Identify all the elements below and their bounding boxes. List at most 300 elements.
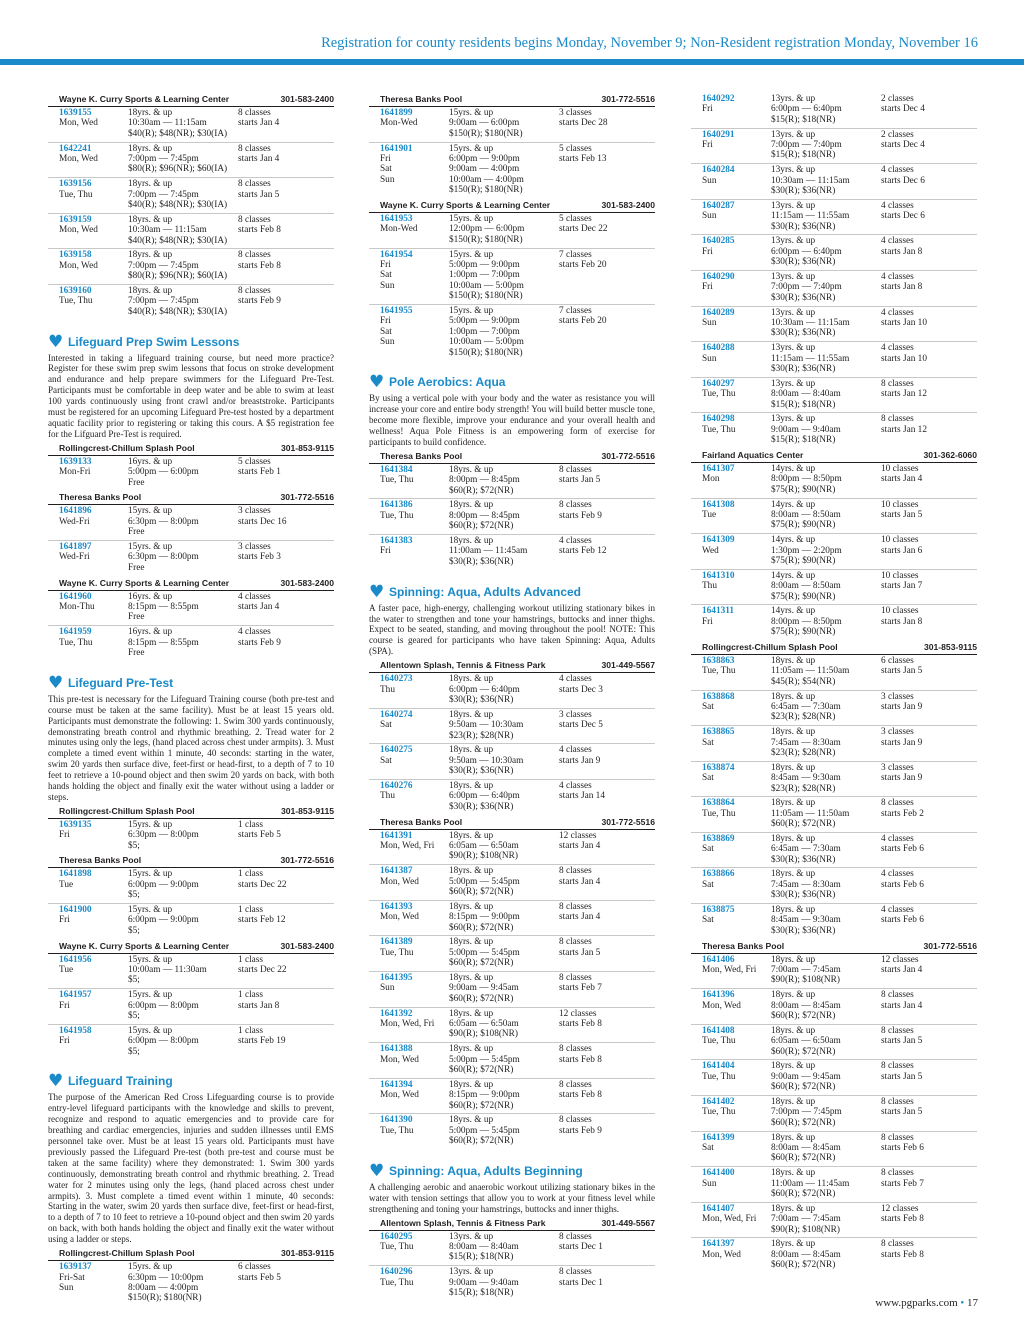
schedule-cell <box>881 1133 924 1154</box>
class-time: 7:45am — 8:30am <box>771 879 841 890</box>
start-date: starts Feb 6 <box>881 844 924 855</box>
class-days: Sun <box>702 317 717 328</box>
course-cell <box>702 130 735 151</box>
details-cell <box>449 674 520 705</box>
class-row <box>369 830 655 866</box>
class-days: Wed-Fri <box>59 516 90 527</box>
class-row <box>691 655 977 691</box>
course-description: The purpose of the American Red Cross Lifeguarding course is to provide entry-level lifeguard participants with the knowledge and skills to prevent, recognize and respond to aquatic emergencies and to provide care for breathing and cardiac emergencies, injuries and sudden illnesses until EMS personnel take over. Must be at least 15 years old. Participants must have previously passed the Lifeguard Pre-test (both pre-test and course must be taken at the same facility) where they demonstrated: 1. Swim 300 yards continuously, demonstrating breath control and rhythmic breathing. 2. Tread water for 2 minutes using only the legs, (hand placed across chest under armpits). 3. Must complete a timed event within 1 minute, 40 seconds: Starting in the water, swim 20 yards then surface dive, feet-first or head-first, to a depth of 7 to 10 feet to retrieve a 10-pound object and then swim 20 yards on back, with both hands holding the object and finally exit the water without using a ladder or steps. <box>48 1092 334 1245</box>
course-code[interactable]: 1641404 <box>702 1061 735 1072</box>
start-date: starts Dec 1 <box>559 1277 603 1288</box>
class-row <box>369 1266 655 1302</box>
class-fee: $150(R); $180(NR) <box>449 291 523 302</box>
course-code[interactable]: 1640275 <box>380 745 413 756</box>
course-code[interactable]: 1639135 <box>59 819 92 830</box>
class-days: Tue, Thu <box>59 189 93 200</box>
class-fee: $60(R); $72(NR) <box>771 1189 836 1200</box>
details-cell <box>128 869 199 900</box>
course-cell <box>380 1232 414 1253</box>
section <box>48 491 334 576</box>
course-code[interactable]: 1640298 <box>702 414 735 425</box>
class-days: Fri <box>59 830 70 841</box>
details-cell <box>771 272 842 303</box>
schedule-cell <box>238 457 281 478</box>
course-code[interactable]: 1639156 <box>59 179 92 190</box>
location-name: Fairland Aquatics Center <box>702 449 804 460</box>
class-fee: $60(R); $72(NR) <box>449 958 514 969</box>
class-fee: $60(R); $72(NR) <box>449 922 514 933</box>
course-code[interactable]: 1641308 <box>702 499 735 510</box>
course-code[interactable]: 1641901 <box>380 143 413 154</box>
course-code[interactable]: 1641954 <box>380 249 413 260</box>
course-code[interactable]: 1640287 <box>702 200 735 211</box>
location-header <box>369 659 655 673</box>
location-phone: 301-853-9115 <box>923 641 977 652</box>
schedule-cell <box>559 674 603 695</box>
class-count: 10 classes <box>881 606 919 617</box>
course-code[interactable]: 1641956 <box>59 954 92 965</box>
class-time: 5:00pm — 9:00pm 1:00pm — 7:00pm 10:00am — 5:00pm <box>449 316 524 348</box>
course-code[interactable]: 1640285 <box>702 236 735 247</box>
class-fee: $60(R); $72(NR) <box>771 1046 836 1057</box>
schedule-cell <box>559 250 607 271</box>
course-code[interactable]: 1641392 <box>380 1008 413 1019</box>
course-code[interactable]: 1640290 <box>702 271 735 282</box>
course-code[interactable]: 1639155 <box>59 108 92 118</box>
schedule-cell <box>881 834 924 855</box>
class-count: 4 classes <box>881 307 914 318</box>
class-fee: $150(R); $180(NR) <box>449 128 523 139</box>
course-code[interactable]: 1641898 <box>59 869 92 880</box>
class-time: 7:00pm — 7:40pm <box>771 140 842 150</box>
class-row <box>369 1231 655 1267</box>
schedule-cell <box>238 506 287 527</box>
details-cell <box>771 94 842 125</box>
schedule-cell <box>559 306 607 327</box>
course-cell <box>380 973 413 994</box>
class-count: 6 classes <box>881 655 914 666</box>
course-code[interactable]: 1641389 <box>380 937 413 948</box>
course-code[interactable]: 1641391 <box>380 830 413 841</box>
class-row <box>369 901 655 937</box>
class-table <box>48 819 334 855</box>
course-code[interactable]: 1641896 <box>59 506 92 517</box>
class-count: 8 classes <box>881 990 914 1001</box>
start-date: starts Jan 5 <box>881 1036 923 1047</box>
course-code[interactable]: 1641958 <box>59 1025 92 1036</box>
course-code[interactable]: 1641960 <box>59 591 92 602</box>
class-time: 6:00pm — 6:40pm <box>771 104 842 115</box>
class-time: 11:05am — 11:50am <box>771 808 850 819</box>
age-range: 13yrs. & up <box>771 414 816 425</box>
class-time: 9:50am — 10:30am <box>449 720 524 731</box>
course-heading <box>48 672 334 693</box>
course-cell <box>702 606 734 627</box>
start-date: starts Feb 8 <box>559 1090 602 1101</box>
class-row <box>369 1114 655 1150</box>
age-range: 14yrs. & up <box>771 570 816 581</box>
age-range: 18yrs. & up <box>449 937 494 948</box>
schedule-cell <box>881 165 925 186</box>
start-date: starts Feb 5 <box>238 830 281 841</box>
course-title: Spinning: Aqua, Adults Beginning <box>389 1163 583 1178</box>
age-range: 18yrs. & up <box>771 655 816 666</box>
class-days: Sat <box>380 720 392 731</box>
class-count: 1 class <box>238 905 264 916</box>
course-code[interactable]: 1641395 <box>380 972 413 983</box>
class-row <box>691 235 977 271</box>
course-cell <box>702 308 735 329</box>
class-time: 9:50am — 10:30am <box>449 755 524 766</box>
location-header <box>369 816 655 830</box>
course-code[interactable]: 1639160 <box>59 285 92 296</box>
class-time: 8:45am — 9:30am <box>771 773 841 784</box>
age-range: 14yrs. & up <box>771 535 816 546</box>
details-cell <box>771 656 849 687</box>
site-url[interactable]: www.pgparks.com <box>875 1297 958 1309</box>
class-time: 8:00am — 8:50am <box>771 509 841 520</box>
course-code[interactable]: 1640284 <box>702 165 735 176</box>
location-header <box>48 577 334 591</box>
start-date: starts Jan 4 <box>238 118 280 129</box>
class-row <box>48 107 334 143</box>
age-range: 15yrs. & up <box>128 1025 173 1036</box>
course-code[interactable]: 1641955 <box>380 305 413 316</box>
class-days: Tue, Thu <box>380 1242 414 1253</box>
start-date: starts Jan 9 <box>881 701 923 712</box>
course-cell <box>380 144 413 186</box>
details-cell <box>128 990 199 1021</box>
class-fee: $75(R); $90(NR) <box>771 627 836 638</box>
course-code[interactable]: 1642241 <box>59 143 92 154</box>
schedule-cell <box>881 201 925 222</box>
age-range: 18yrs. & up <box>771 990 816 1001</box>
start-date: starts Jan 5 <box>881 1107 923 1118</box>
class-count: 8 classes <box>881 1025 914 1036</box>
start-date: starts Jan 8 <box>881 282 923 293</box>
details-cell <box>771 1026 841 1057</box>
start-date: starts Dec 22 <box>238 879 287 890</box>
class-time: 5:00pm — 9:00pm 1:00pm — 7:00pm 10:00am — 5:00pm <box>449 259 524 291</box>
start-date: starts Jan 9 <box>881 737 923 748</box>
age-range: 15yrs. & up <box>128 954 173 965</box>
course-code[interactable]: 1638864 <box>702 798 735 809</box>
course-code[interactable]: 1638868 <box>702 691 735 702</box>
course-code[interactable]: 1641393 <box>380 901 413 912</box>
course-code[interactable]: 1641397 <box>702 1239 735 1250</box>
class-count: 8 classes <box>238 285 271 296</box>
schedule-cell <box>881 464 922 485</box>
course-code[interactable]: 1640273 <box>380 674 413 685</box>
class-count: 4 classes <box>881 905 914 916</box>
schedule-cell <box>238 542 281 563</box>
schedule-cell <box>881 1168 924 1189</box>
class-count: 8 classes <box>238 108 271 118</box>
course-code[interactable]: 1641407 <box>702 1203 735 1214</box>
schedule-cell <box>559 465 600 486</box>
course-cell <box>59 144 98 165</box>
details-cell <box>771 1239 841 1270</box>
class-time: 9:00am — 9:45am <box>771 1071 841 1082</box>
course-code[interactable]: 1641387 <box>380 866 413 877</box>
course-code[interactable]: 1641406 <box>702 954 735 965</box>
age-range: 13yrs. & up <box>771 343 816 354</box>
class-row <box>48 178 334 214</box>
course-code[interactable]: 1641386 <box>380 500 413 511</box>
class-days: Thu <box>380 791 395 802</box>
class-count: 1 class <box>238 869 264 880</box>
schedule-cell <box>881 727 922 748</box>
location-phone: 301-583-2400 <box>280 940 334 951</box>
course-cell <box>702 905 735 926</box>
class-count: 4 classes <box>881 343 914 354</box>
class-fee: $75(R); $90(NR) <box>771 555 836 566</box>
class-row <box>691 463 977 499</box>
course-code[interactable]: 1641900 <box>59 905 92 916</box>
course-title: Lifeguard Prep Swim Lessons <box>68 334 240 349</box>
age-range: 18yrs. & up <box>449 536 494 547</box>
class-days: Tue, Thu <box>702 389 736 400</box>
details-cell <box>771 763 841 794</box>
course-code[interactable]: 1638866 <box>702 869 735 880</box>
course-code[interactable]: 1641897 <box>59 542 92 552</box>
class-time: 8:45am — 9:30am <box>771 915 841 926</box>
class-row <box>691 605 977 641</box>
class-count: 4 classes <box>881 271 914 282</box>
section <box>369 659 655 815</box>
course-code[interactable]: 1640292 <box>702 94 735 104</box>
course-cell <box>702 500 735 521</box>
class-fee: $60(R); $72(NR) <box>449 521 514 532</box>
details-cell <box>771 692 841 723</box>
course-code[interactable]: 1641307 <box>702 463 735 474</box>
course-code[interactable]: 1641957 <box>59 990 92 1001</box>
class-row <box>48 505 334 541</box>
schedule-cell <box>238 108 279 129</box>
location-header <box>369 450 655 464</box>
course-code[interactable]: 1641388 <box>380 1044 413 1055</box>
location-name: Theresa Banks Pool <box>380 450 463 461</box>
class-count: 10 classes <box>881 463 919 474</box>
location-phone: 301-772-5516 <box>601 450 655 461</box>
heart-icon: ♥ <box>48 1071 64 1092</box>
age-range: 13yrs. & up <box>771 271 816 282</box>
details-cell <box>771 500 841 531</box>
class-days: Mon, Wed, Fri <box>380 840 435 851</box>
section <box>369 1217 655 1302</box>
class-row <box>369 464 655 500</box>
class-time: 7:00pm — 7:45pm <box>128 189 199 200</box>
class-row <box>369 1079 655 1115</box>
course-cell <box>380 214 417 235</box>
course-code[interactable]: 1638875 <box>702 905 735 916</box>
age-range: 13yrs. & up <box>771 200 816 211</box>
class-time: 5:00pm — 6:00pm <box>128 467 199 478</box>
schedule-cell <box>881 1239 924 1260</box>
start-date: starts Jan 5 <box>238 189 280 200</box>
class-row <box>48 626 334 662</box>
class-fee: $30(R); $36(NR) <box>771 890 836 901</box>
class-count: 4 classes <box>559 745 592 756</box>
start-date: starts Dec 5 <box>559 720 603 731</box>
course-code[interactable]: 1641311 <box>702 606 735 617</box>
details-cell <box>449 108 523 139</box>
start-date: starts Dec 4 <box>881 104 925 115</box>
course-code[interactable]: 1638869 <box>702 833 735 844</box>
details-cell <box>449 902 520 933</box>
class-days: Tue, Thu <box>702 666 736 677</box>
course-code[interactable]: 1640295 <box>380 1231 413 1242</box>
class-days: Mon, Wed <box>380 1054 419 1065</box>
course-cell <box>59 820 92 841</box>
start-date: starts Feb 5 <box>238 1272 281 1283</box>
course-code[interactable]: 1641402 <box>702 1097 735 1108</box>
course-code[interactable]: 1641383 <box>380 536 413 547</box>
details-cell <box>449 1044 520 1075</box>
class-days: Sat <box>702 701 714 712</box>
course-code[interactable]: 1640288 <box>702 343 735 354</box>
age-range: 15yrs. & up <box>128 542 173 552</box>
course-code[interactable]: 1638874 <box>702 762 735 773</box>
schedule-cell <box>238 955 287 976</box>
age-range: 15yrs. & up <box>128 869 173 880</box>
schedule-cell <box>559 745 600 766</box>
class-days: Sun <box>380 983 395 994</box>
course-code[interactable]: 1639133 <box>59 456 92 467</box>
course-code[interactable]: 1639137 <box>59 1262 92 1273</box>
class-table <box>691 463 977 641</box>
class-time: 6:30pm — 8:00pm <box>128 516 199 527</box>
class-time: 5:00pm — 5:45pm <box>449 947 520 958</box>
class-fee: $23(R); $28(NR) <box>771 712 836 723</box>
class-fee: $5; <box>128 840 140 851</box>
start-date: starts Jan 4 <box>238 154 280 164</box>
page-number: 17 <box>967 1297 978 1309</box>
start-date: starts Feb 20 <box>559 316 607 327</box>
course-code[interactable]: 1641394 <box>380 1079 413 1090</box>
class-days: Mon, Wed <box>59 118 98 129</box>
schedule-cell <box>559 1044 602 1065</box>
start-date: starts Jan 8 <box>238 1000 280 1011</box>
class-count: 4 classes <box>559 780 592 791</box>
location-phone: 301-583-2400 <box>280 94 334 104</box>
start-date: starts Feb 9 <box>238 296 281 307</box>
class-count: 1 class <box>238 1025 264 1036</box>
course-code[interactable]: 1640289 <box>702 307 735 318</box>
age-range: 18yrs. & up <box>449 745 494 756</box>
class-fee: $30(R); $36(NR) <box>771 186 836 196</box>
course-code[interactable]: 1641899 <box>380 108 413 118</box>
start-date: starts Feb 19 <box>238 1036 286 1047</box>
start-date: starts Feb 12 <box>238 915 286 926</box>
age-range: 18yrs. & up <box>449 901 494 912</box>
details-cell <box>771 955 841 986</box>
details-cell <box>771 165 850 196</box>
course-cell <box>702 955 756 976</box>
course-code[interactable]: 1639159 <box>59 214 92 225</box>
schedule-cell <box>238 820 281 841</box>
class-time: 11:00am — 11:45am <box>449 546 528 557</box>
class-time: 7:00pm — 7:45pm <box>128 154 199 164</box>
course-code[interactable]: 1641959 <box>59 627 92 638</box>
class-table <box>48 107 334 321</box>
age-range: 18yrs. & up <box>771 1203 816 1214</box>
schedule-cell <box>559 937 600 958</box>
course-code[interactable]: 1641384 <box>380 464 413 475</box>
class-time: 8:15pm — 8:55pm <box>128 602 199 612</box>
start-date: starts Feb 6 <box>881 1143 924 1154</box>
age-range: 18yrs. & up <box>771 869 816 880</box>
course-code[interactable]: 1638863 <box>702 655 735 666</box>
course-cell <box>380 465 414 486</box>
course-cell <box>380 710 413 731</box>
age-range: 16yrs. & up <box>128 591 173 602</box>
schedule-cell <box>881 1061 922 1082</box>
schedule-cell <box>881 535 922 556</box>
class-time: 7:00am — 7:45am <box>771 1214 841 1225</box>
schedule-cell <box>238 1026 286 1047</box>
start-date: starts Feb 9 <box>238 637 281 648</box>
details-cell <box>128 179 227 210</box>
course-code[interactable]: 1641309 <box>702 535 735 546</box>
class-fee: $5; <box>128 890 140 901</box>
heart-icon: ♥ <box>48 672 64 693</box>
class-fee: $5; <box>128 975 140 986</box>
location-header <box>369 1217 655 1231</box>
location-phone: 301-449-5567 <box>601 660 655 671</box>
class-row <box>369 535 655 571</box>
course-code[interactable]: 1641400 <box>702 1168 735 1179</box>
course-cell <box>59 250 98 271</box>
age-range: 18yrs. & up <box>771 833 816 844</box>
class-time: 8:15pm — 9:00pm <box>449 1090 520 1101</box>
schedule-cell <box>881 94 925 115</box>
start-date: starts Jan 12 <box>881 389 927 400</box>
class-count: 4 classes <box>559 536 592 547</box>
course-cell <box>59 1026 92 1047</box>
class-count: 1 class <box>238 819 264 830</box>
course-code[interactable]: 1641408 <box>702 1025 735 1036</box>
course-code[interactable]: 1641396 <box>702 990 735 1001</box>
course-code[interactable]: 1640296 <box>380 1267 413 1278</box>
details-cell <box>449 831 519 862</box>
details-cell <box>128 905 199 936</box>
class-time: 6:00pm — 6:40pm <box>771 246 842 257</box>
location-header <box>369 199 655 213</box>
course-code[interactable]: 1641310 <box>702 570 735 581</box>
course-code[interactable]: 1641390 <box>380 1115 413 1126</box>
course-code[interactable]: 1640291 <box>702 129 735 140</box>
course-code[interactable]: 1639158 <box>59 250 92 261</box>
course-code[interactable]: 1640274 <box>380 709 413 720</box>
course-code[interactable]: 1640276 <box>380 780 413 791</box>
details-cell <box>449 781 520 812</box>
course-code[interactable]: 1638865 <box>702 727 735 738</box>
details-cell <box>449 214 524 245</box>
course-code[interactable]: 1640297 <box>702 378 735 389</box>
class-row <box>691 93 977 129</box>
start-date: starts Feb 2 <box>881 808 924 819</box>
details-cell <box>771 343 849 374</box>
schedule-cell <box>881 414 927 435</box>
course-code[interactable]: 1641953 <box>380 213 413 224</box>
class-fee: $90(R); $108(NR) <box>449 1029 518 1040</box>
course-code[interactable]: 1641399 <box>702 1132 735 1143</box>
class-days: Wed <box>702 545 719 556</box>
class-days: Tue, Thu <box>702 1107 736 1118</box>
start-date: starts Jan 10 <box>881 353 927 364</box>
course-cell <box>59 627 93 648</box>
